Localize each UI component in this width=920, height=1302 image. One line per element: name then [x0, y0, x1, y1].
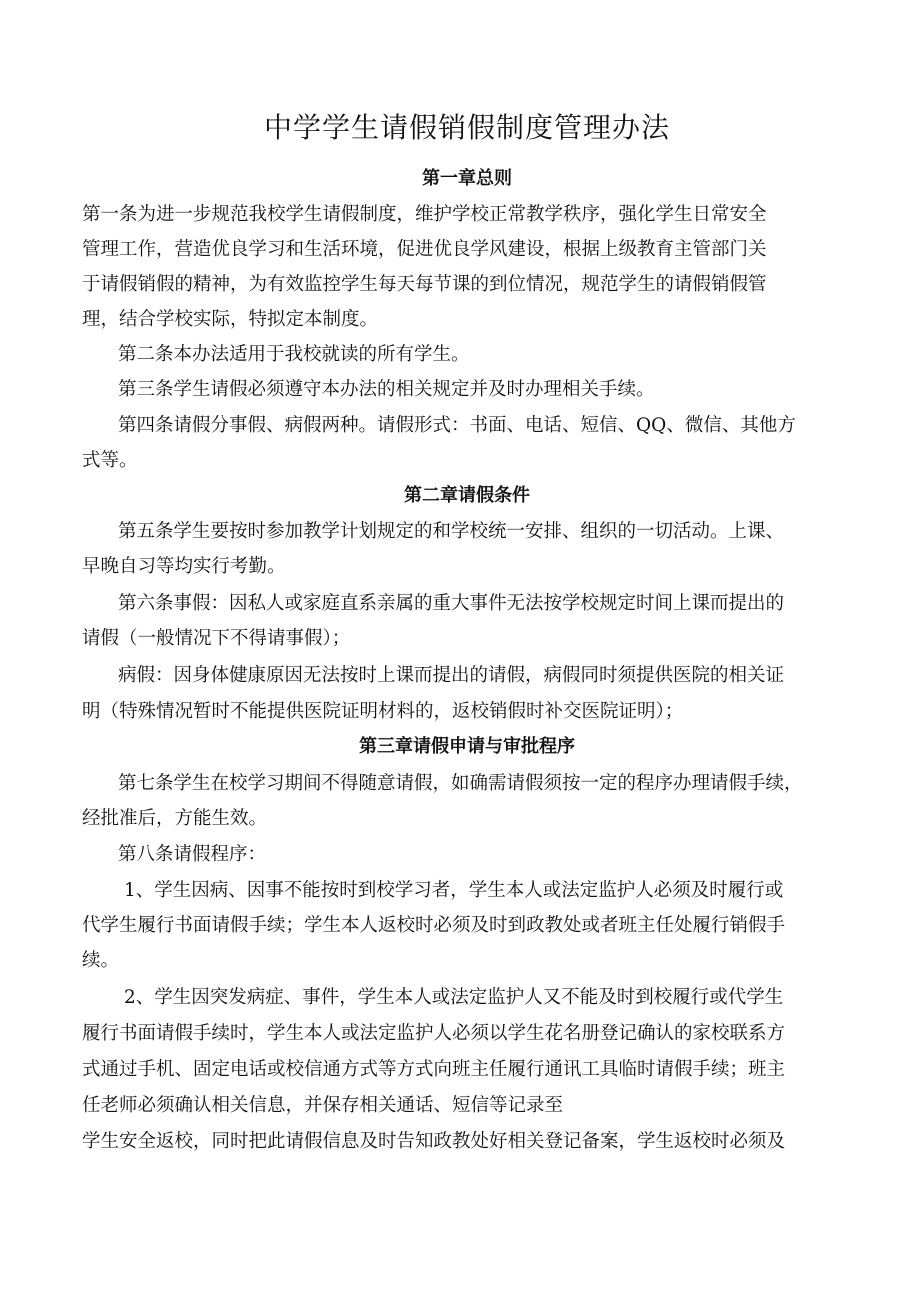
article-5-line-2: 早晚自习等均实行考勤。	[82, 556, 286, 577]
article-7-line-2: 经批准后，方能生效。	[82, 808, 268, 829]
article-7-line-1: 第七条学生在校学习期间不得随意请假，如确需请假须按一定的程序办理请假手续，	[118, 773, 803, 794]
article-5-line-1: 第五条学生要按时参加教学计划规定的和学校统一安排、组织的一切活动。上课、	[118, 521, 785, 542]
item-2-line-2: 履行书面请假手续时，学生本人或法定监护人必须以学生花名册登记确认的家校联系方	[82, 1023, 786, 1044]
article-3: 第三条学生请假必须遵守本办法的相关规定并及时办理相关手续。	[118, 379, 655, 400]
item-1-line-1: 1、学生因病、因事不能按时到校学习者，学生本人或法定监护人必须及时履行或	[124, 880, 784, 901]
sick-leave-line-2: 明（特殊情况暂时不能提供医院证明材料的，返校销假时补交医院证明）；	[82, 701, 684, 722]
item-2-line-1: 2、学生因突发病症、事件，学生本人或法定监护人又不能及时到校履行或代学生	[124, 987, 784, 1008]
article-1-line-2: 管理工作，营造优良学习和生活环境，促进优良学风建设，根据上级教育主管部门关	[82, 239, 767, 260]
article-6-line-2: 请假（一般情况下不得请事假）；	[82, 628, 351, 649]
chapter-1-heading: 第一章总则	[422, 168, 512, 189]
item-2-line-5: 学生安全返校，同时把此请假信息及时告知政教处好相关登记备案，学生返校时必须及	[82, 1131, 786, 1152]
item-2-line-4: 任老师必须确认相关信息，并保存相关通话、短信等记录至	[82, 1095, 564, 1116]
article-4-line-2: 式等。	[82, 450, 138, 471]
chapter-3-heading: 第三章请假申请与审批程序	[359, 736, 575, 757]
article-1-line-4: 理，结合学校实际，特拟定本制度。	[82, 309, 379, 330]
article-2: 第二条本办法适用于我校就读的所有学生。	[118, 344, 470, 365]
item-2-line-3: 式通过手机、固定电话或校信通方式等方式向班主任履行通讯工具临时请假手续；班主	[82, 1059, 786, 1080]
document-title: 中学学生请假销假制度管理办法	[263, 111, 670, 144]
article-6-line-1: 第六条事假：因私人或家庭直系亲属的重大事件无法按学校规定时间上课而提出的	[118, 593, 785, 614]
article-1-line-3: 于请假销假的精神，为有效监控学生每天每节课的到位情况，规范学生的请假销假管	[82, 274, 767, 295]
item-1-line-2: 代学生履行书面请假手续；学生本人返校时必须及时到政教处或者班主任处履行销假手	[82, 915, 786, 936]
article-1-line-1: 第一条为进一步规范我校学生请假制度，维护学校正常教学秩序，强化学生日常安全	[82, 204, 767, 225]
chapter-2-heading: 第二章请假条件	[404, 485, 530, 506]
article-8: 第八条请假程序：	[118, 844, 267, 865]
item-1-line-3: 续。	[82, 950, 120, 971]
article-4-line-1: 第四条请假分事假、病假两种。请假形式：书面、电话、短信、QQ、微信、其他方	[118, 415, 796, 436]
sick-leave-line-1: 病假：因身体健康原因无法按时上课而提出的请假，病假同时须提供医院的相关证	[118, 665, 785, 686]
